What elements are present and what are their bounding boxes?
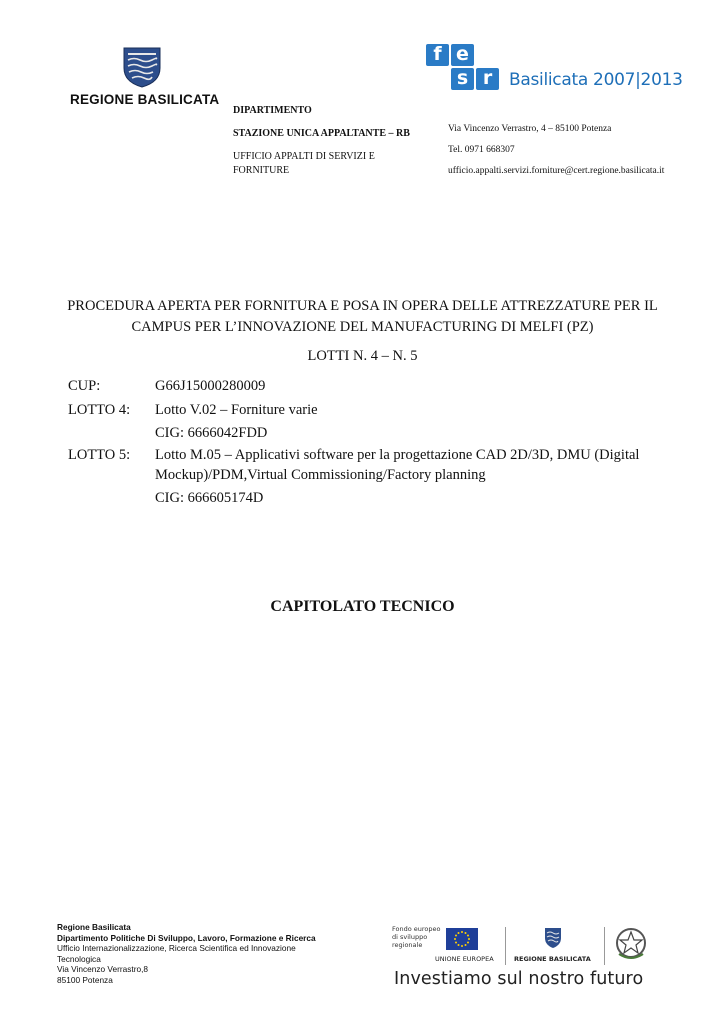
department-unit-cont: FORNITURE xyxy=(233,165,290,176)
contact-address: Via Vincenzo Verrastro, 4 – 85100 Potenza xyxy=(448,124,612,134)
fesr-letter-r: r xyxy=(476,68,499,90)
department-block xyxy=(233,104,438,178)
lotto4-label: LOTTO 4: xyxy=(68,402,131,418)
fesr-caption: Basilicata 2007|2013 xyxy=(509,70,683,90)
contact-phone: Tel. 0971 668307 xyxy=(448,145,515,155)
footer-office: Ufficio Internazionalizzazione, Ricerca Scientifica ed Innovazione xyxy=(57,943,296,954)
footer-city: 85100 Potenza xyxy=(57,974,113,985)
procedure-title-line: CAMPUS PER L’INNOVAZIONE DEL MANUFACTURING DI MELFI (PZ) xyxy=(131,319,594,335)
footer-address: Via Vincenzo Verrastro,8 xyxy=(57,964,149,975)
eu-flag-icon xyxy=(446,928,478,950)
cup-label: CUP: xyxy=(68,378,101,394)
footer-region: Regione Basilicata xyxy=(57,922,131,932)
region-name: REGIONE BASILICATA xyxy=(70,92,220,107)
fesr-logo xyxy=(426,43,683,94)
italian-republic-emblem-icon xyxy=(614,926,648,962)
lotto4-cig: CIG: 6666042FDD xyxy=(155,425,268,441)
fesr-letter-s: s xyxy=(451,68,474,90)
fesr-letter-f: f xyxy=(426,44,449,66)
department-line: DIPARTIMENTO xyxy=(233,105,312,116)
procedure-title xyxy=(0,296,725,338)
lotto5-cig: CIG: 666605174D xyxy=(155,490,264,506)
fondo-europeo-label: Fondo europeo di sviluppo regionale xyxy=(392,925,441,949)
slogan: Investiamo sul nostro futuro xyxy=(394,969,644,989)
logo-divider xyxy=(604,927,605,965)
logo-divider xyxy=(505,927,506,965)
footer-logos xyxy=(392,925,662,995)
lotto5-label: LOTTO 5: xyxy=(68,447,131,463)
regione-small-shield-icon xyxy=(544,927,562,949)
lotto4-description: Lotto V.02 – Forniture varie xyxy=(155,402,318,418)
procedure-title-line: PROCEDURA APERTA PER FORNITURA E POSA IN OPERA DELLE ATTREZZATURE PER IL xyxy=(67,298,658,314)
regione-shield-icon xyxy=(122,46,162,88)
lotto5-description: Lotto M.05 – Applicativi software per la progettazione CAD 2D/3D, DMU (Digital Mockup)/PDM,Virtual Commissioning/Factory planning xyxy=(155,447,640,483)
document-title: CAPITOLATO TECNICO xyxy=(270,598,455,615)
regione-label: REGIONE BASILICATA xyxy=(514,955,591,963)
cup-value: G66J15000280009 xyxy=(155,378,266,394)
eu-label: UNIONE EUROPEA xyxy=(435,955,494,963)
footer-info xyxy=(57,922,357,986)
department-unit: UFFICIO APPALTI DI SERVIZI E xyxy=(233,151,375,162)
footer-office-cont: Tecnologica xyxy=(57,953,101,964)
contact-email: ufficio.appalti.servizi.forniture@cert.regione.basilicata.it xyxy=(448,166,665,176)
department-office: STAZIONE UNICA APPALTANTE – RB xyxy=(233,128,410,139)
lotti-numbers: LOTTI N. 4 – N. 5 xyxy=(307,348,418,364)
contact-block xyxy=(448,123,688,186)
fesr-letter-e: e xyxy=(451,44,474,66)
footer-department: Dipartimento Politiche Di Sviluppo, Lavoro, Formazione e Ricerca xyxy=(57,932,316,943)
